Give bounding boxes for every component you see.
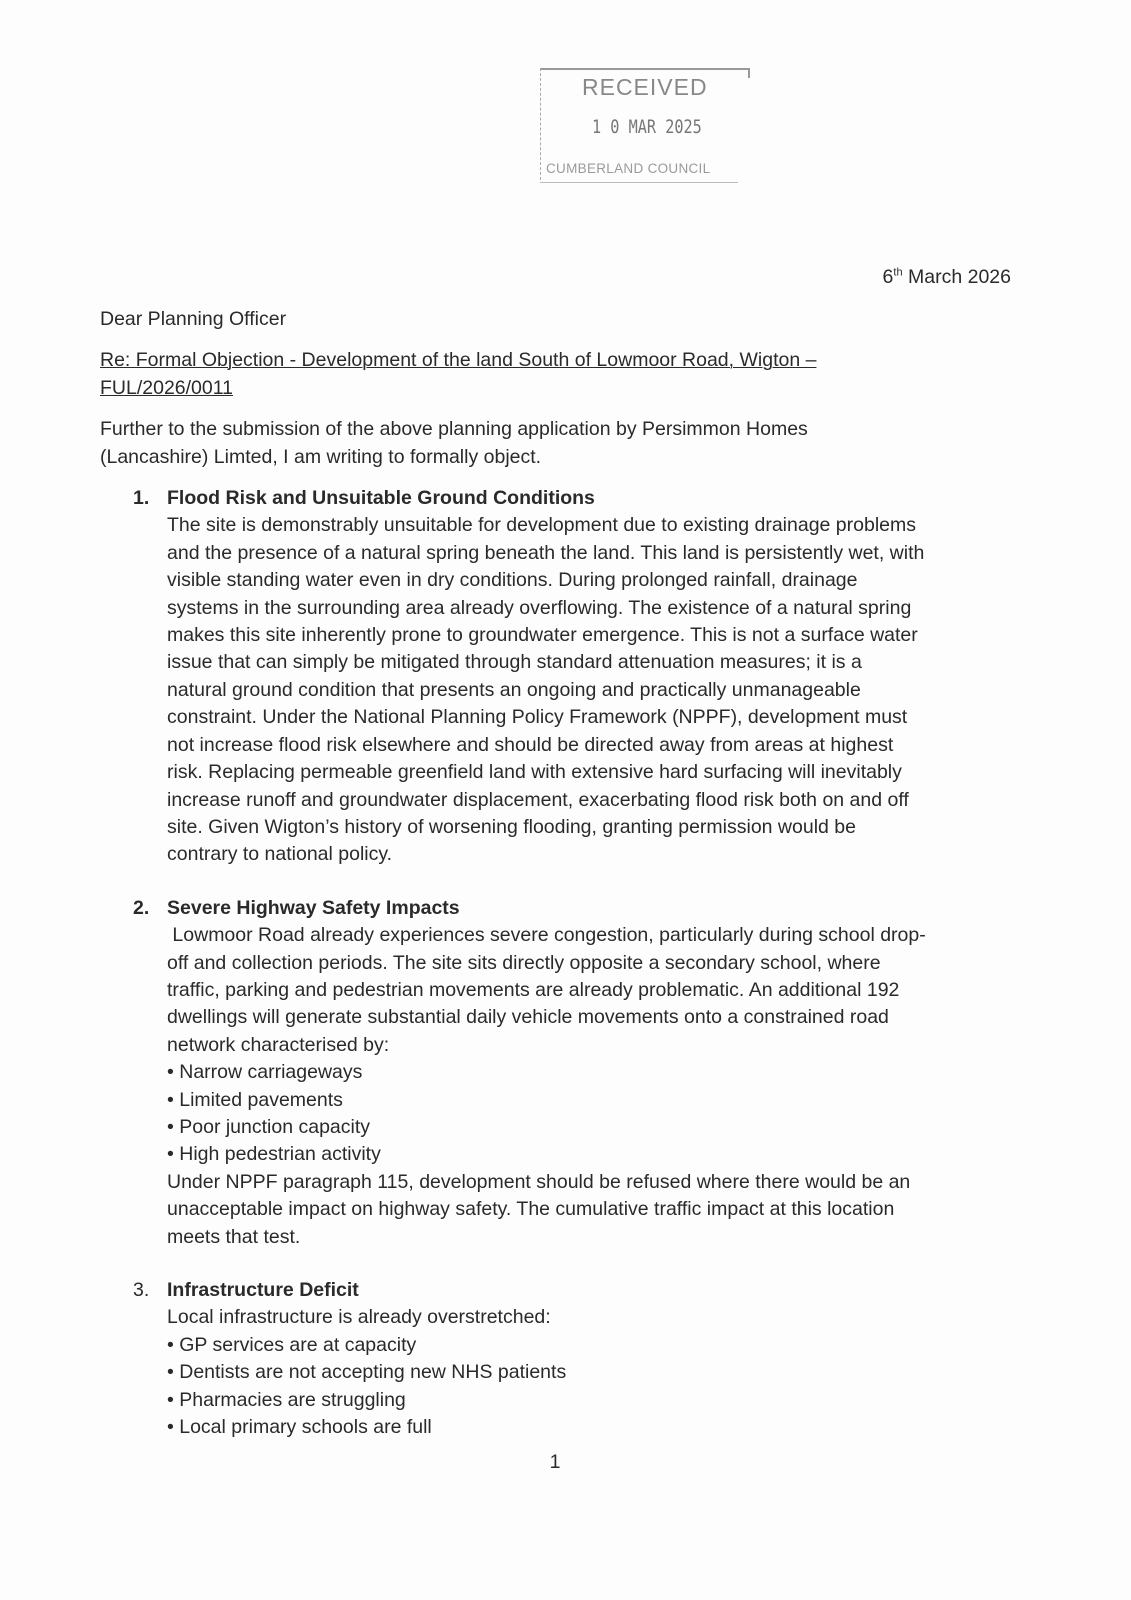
letter-body [100, 306, 1030, 1441]
paragraph-line: contrary to national policy. [167, 843, 393, 866]
paragraph-line: off and collection periods. The site sits directly opposite a secondary school, where [167, 951, 881, 974]
stamp-organisation: CUMBERLAND COUNCIL [546, 161, 711, 176]
received-stamp [540, 68, 750, 186]
section-heading: Severe Highway Safety Impacts [167, 896, 460, 919]
date-suffix: th [893, 266, 903, 279]
paragraph-line: dwellings will generate substantial daily vehicle movements onto a constrained road [167, 1006, 889, 1029]
paragraph-line: Under NPPF paragraph 115, development should be refused where there would be an [167, 1170, 911, 1193]
bullet-item: • Narrow carriageways [167, 1061, 363, 1084]
paragraph-line: increase runoff and groundwater displacement, exacerbating flood risk both on and off [167, 788, 909, 811]
paragraph-line: makes this site inherently prone to groundwater emergence. This is not a surface water [167, 624, 918, 647]
bullet-item: • Dentists are not accepting new NHS patients [167, 1361, 567, 1384]
stamp-date: 1 0 MAR 2025 [592, 116, 702, 138]
intro-line: (Lancashire) Limted, I am writing to formally object. [100, 445, 542, 468]
subject-line-1: Re: Formal Objection - Development of the land South of Lowmoor Road, Wigton – [100, 349, 817, 372]
paragraph-line: Lowmoor Road already experiences severe congestion, particularly during school drop- [167, 924, 926, 947]
intro-line: Further to the submission of the above planning application by Persimmon Homes [100, 418, 808, 441]
date-rest: March 2026 [908, 266, 1011, 288]
paragraph-line: visible standing water even in dry conditions. During prolonged rainfall, drainage [167, 569, 858, 592]
objection-sections [100, 485, 1030, 1441]
bullet-item: • Local primary schools are full [167, 1416, 432, 1439]
objection-section [100, 485, 1030, 869]
bullet-item: • Poor junction capacity [167, 1115, 371, 1138]
section-heading: Flood Risk and Unsuitable Ground Conditions [167, 487, 595, 510]
paragraph-line: meets that test. [167, 1225, 301, 1248]
paragraph-line: traffic, parking and pedestrian movements are already problematic. An additional 192 [167, 978, 900, 1001]
paragraph-line: issue that can simply be mitigated through standard attenuation measures; it is a [167, 651, 862, 674]
objection-section [100, 1277, 1030, 1441]
paragraph-line: unacceptable impact on highway safety. The cumulative traffic impact at this location [167, 1198, 895, 1221]
paragraph-line: risk. Replacing permeable greenfield land with extensive hard surfacing will inevitably [167, 761, 902, 784]
paragraph-line: and the presence of a natural spring beneath the land. This land is persistently wet, with [167, 541, 925, 564]
paragraph-line: systems in the surrounding area already overflowing. The existence of a natural spring [167, 596, 912, 619]
intro-paragraph [100, 416, 1030, 471]
subject-line-2: FUL/2026/0011 [100, 376, 233, 399]
paragraph-line: The site is demonstrably unsuitable for development due to existing drainage problems [167, 514, 917, 537]
objection-section [100, 895, 1030, 1251]
paragraph-line: network characterised by: [167, 1033, 390, 1056]
stamp-title: RECEIVED [582, 74, 708, 100]
section-number: 2. [133, 896, 150, 919]
paragraph-line: not increase flood risk elsewhere and should be directed away from areas at highest [167, 733, 894, 756]
paragraph-line: Local infrastructure is already overstretched: [167, 1306, 551, 1329]
date-day: 6 [882, 266, 894, 288]
page-number: 1 [549, 1451, 561, 1473]
bullet-item: • High pedestrian activity [167, 1143, 381, 1166]
section-number: 3. [133, 1279, 150, 1301]
salutation: Dear Planning Officer [100, 308, 287, 330]
section-heading: Infrastructure Deficit [167, 1279, 359, 1301]
bullet-item: • Pharmacies are struggling [167, 1388, 406, 1411]
bullet-item: • Limited pavements [167, 1088, 343, 1111]
bullet-item: • GP services are at capacity [167, 1333, 417, 1356]
paragraph-line: natural ground condition that presents an ongoing and practically unmanageable [167, 678, 861, 701]
section-number: 1. [133, 487, 150, 510]
letter-date [883, 266, 1011, 289]
paragraph-line: site. Given Wigton’s history of worsening flooding, granting permission would be [167, 815, 856, 838]
paragraph-line: constraint. Under the National Planning Policy Framework (NPPF), development must [167, 706, 908, 729]
subject-line [100, 347, 1030, 402]
